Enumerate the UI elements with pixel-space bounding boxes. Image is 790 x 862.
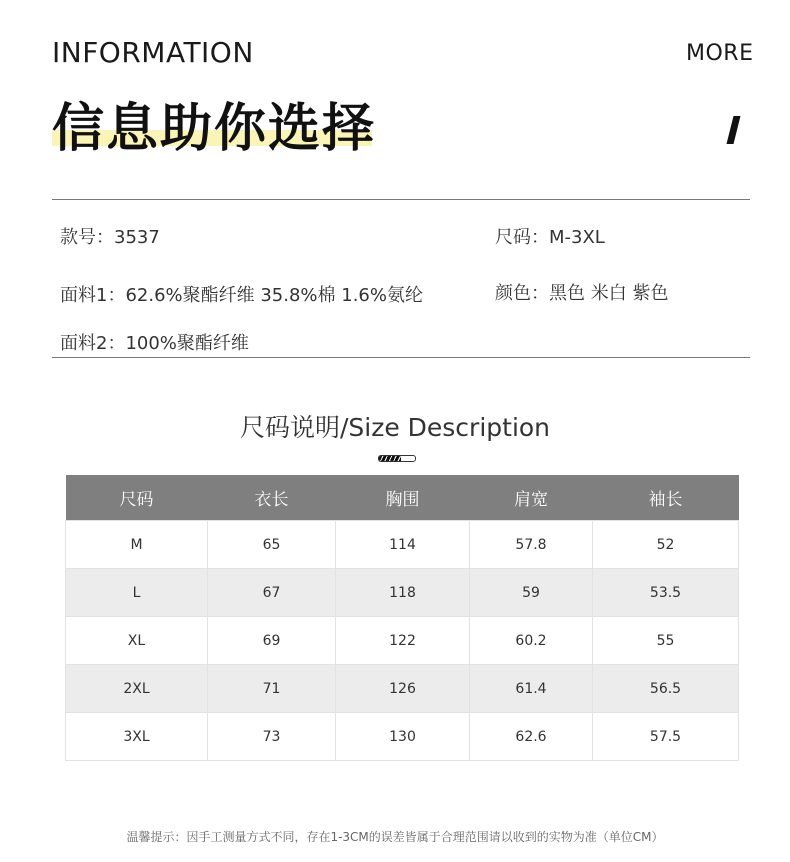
table-cell: 122 — [336, 617, 470, 665]
more-link[interactable]: MORE — [686, 41, 754, 66]
title-block — [52, 86, 377, 159]
table-cell: 71 — [208, 665, 336, 713]
table-cell: 56.5 — [593, 665, 739, 713]
table-cell: 114 — [336, 521, 470, 569]
table-row — [66, 521, 739, 569]
footnote: 温馨提示：因手工测量方式不同，存在1-3CM的误差皆属于合理范围请以收到的实物为准（单位CM） — [126, 830, 664, 844]
table-row — [66, 569, 739, 617]
size-table-title: 尺码说明/Size Description — [239, 413, 551, 442]
table-cell: 73 — [208, 713, 336, 761]
spec-fabric-2: 面料2：100%聚酯纤维 — [60, 333, 249, 354]
size-table — [65, 475, 739, 761]
divider-top — [52, 199, 750, 200]
divider-bottom — [52, 357, 750, 358]
table-cell: 67 — [208, 569, 336, 617]
table-cell: 3XL — [66, 713, 208, 761]
page-title: 信息助你选择 — [52, 99, 377, 159]
table-cell: XL — [66, 617, 208, 665]
spec-colors: 颜色：黑色 米白 紫色 — [495, 283, 669, 304]
table-cell: 130 — [336, 713, 470, 761]
header-size: 尺码 — [66, 475, 208, 521]
table-cell: M — [66, 521, 208, 569]
table-cell: 52 — [593, 521, 739, 569]
slash-mark-icon — [727, 116, 741, 144]
table-cell: 57.8 — [470, 521, 593, 569]
table-cell: 59 — [470, 569, 593, 617]
size-table-header — [66, 475, 739, 521]
table-row — [66, 665, 739, 713]
table-row — [66, 617, 739, 665]
table-cell: 55 — [593, 617, 739, 665]
info-heading: INFORMATION — [52, 36, 254, 69]
table-row — [66, 713, 739, 761]
table-cell: 62.6 — [470, 713, 593, 761]
table-cell: 2XL — [66, 665, 208, 713]
table-cell: 60.2 — [470, 617, 593, 665]
table-cell: 53.5 — [593, 569, 739, 617]
table-cell: 61.4 — [470, 665, 593, 713]
table-cell: 57.5 — [593, 713, 739, 761]
table-cell: 126 — [336, 665, 470, 713]
spec-style-number: 款号：3537 — [60, 227, 160, 248]
header-chest: 胸围 — [336, 475, 470, 521]
header-shoulder: 肩宽 — [470, 475, 593, 521]
table-cell: 65 — [208, 521, 336, 569]
header-sleeve: 袖长 — [593, 475, 739, 521]
spec-fabric-1: 面料1：62.6%聚酯纤维 35.8%棉 1.6%氨纶 — [60, 285, 423, 306]
table-cell: 69 — [208, 617, 336, 665]
header-length: 衣长 — [208, 475, 336, 521]
table-cell: 118 — [336, 569, 470, 617]
spec-size-range: 尺码：M-3XL — [495, 227, 605, 248]
decorative-bar-icon — [378, 455, 416, 462]
table-cell: L — [66, 569, 208, 617]
